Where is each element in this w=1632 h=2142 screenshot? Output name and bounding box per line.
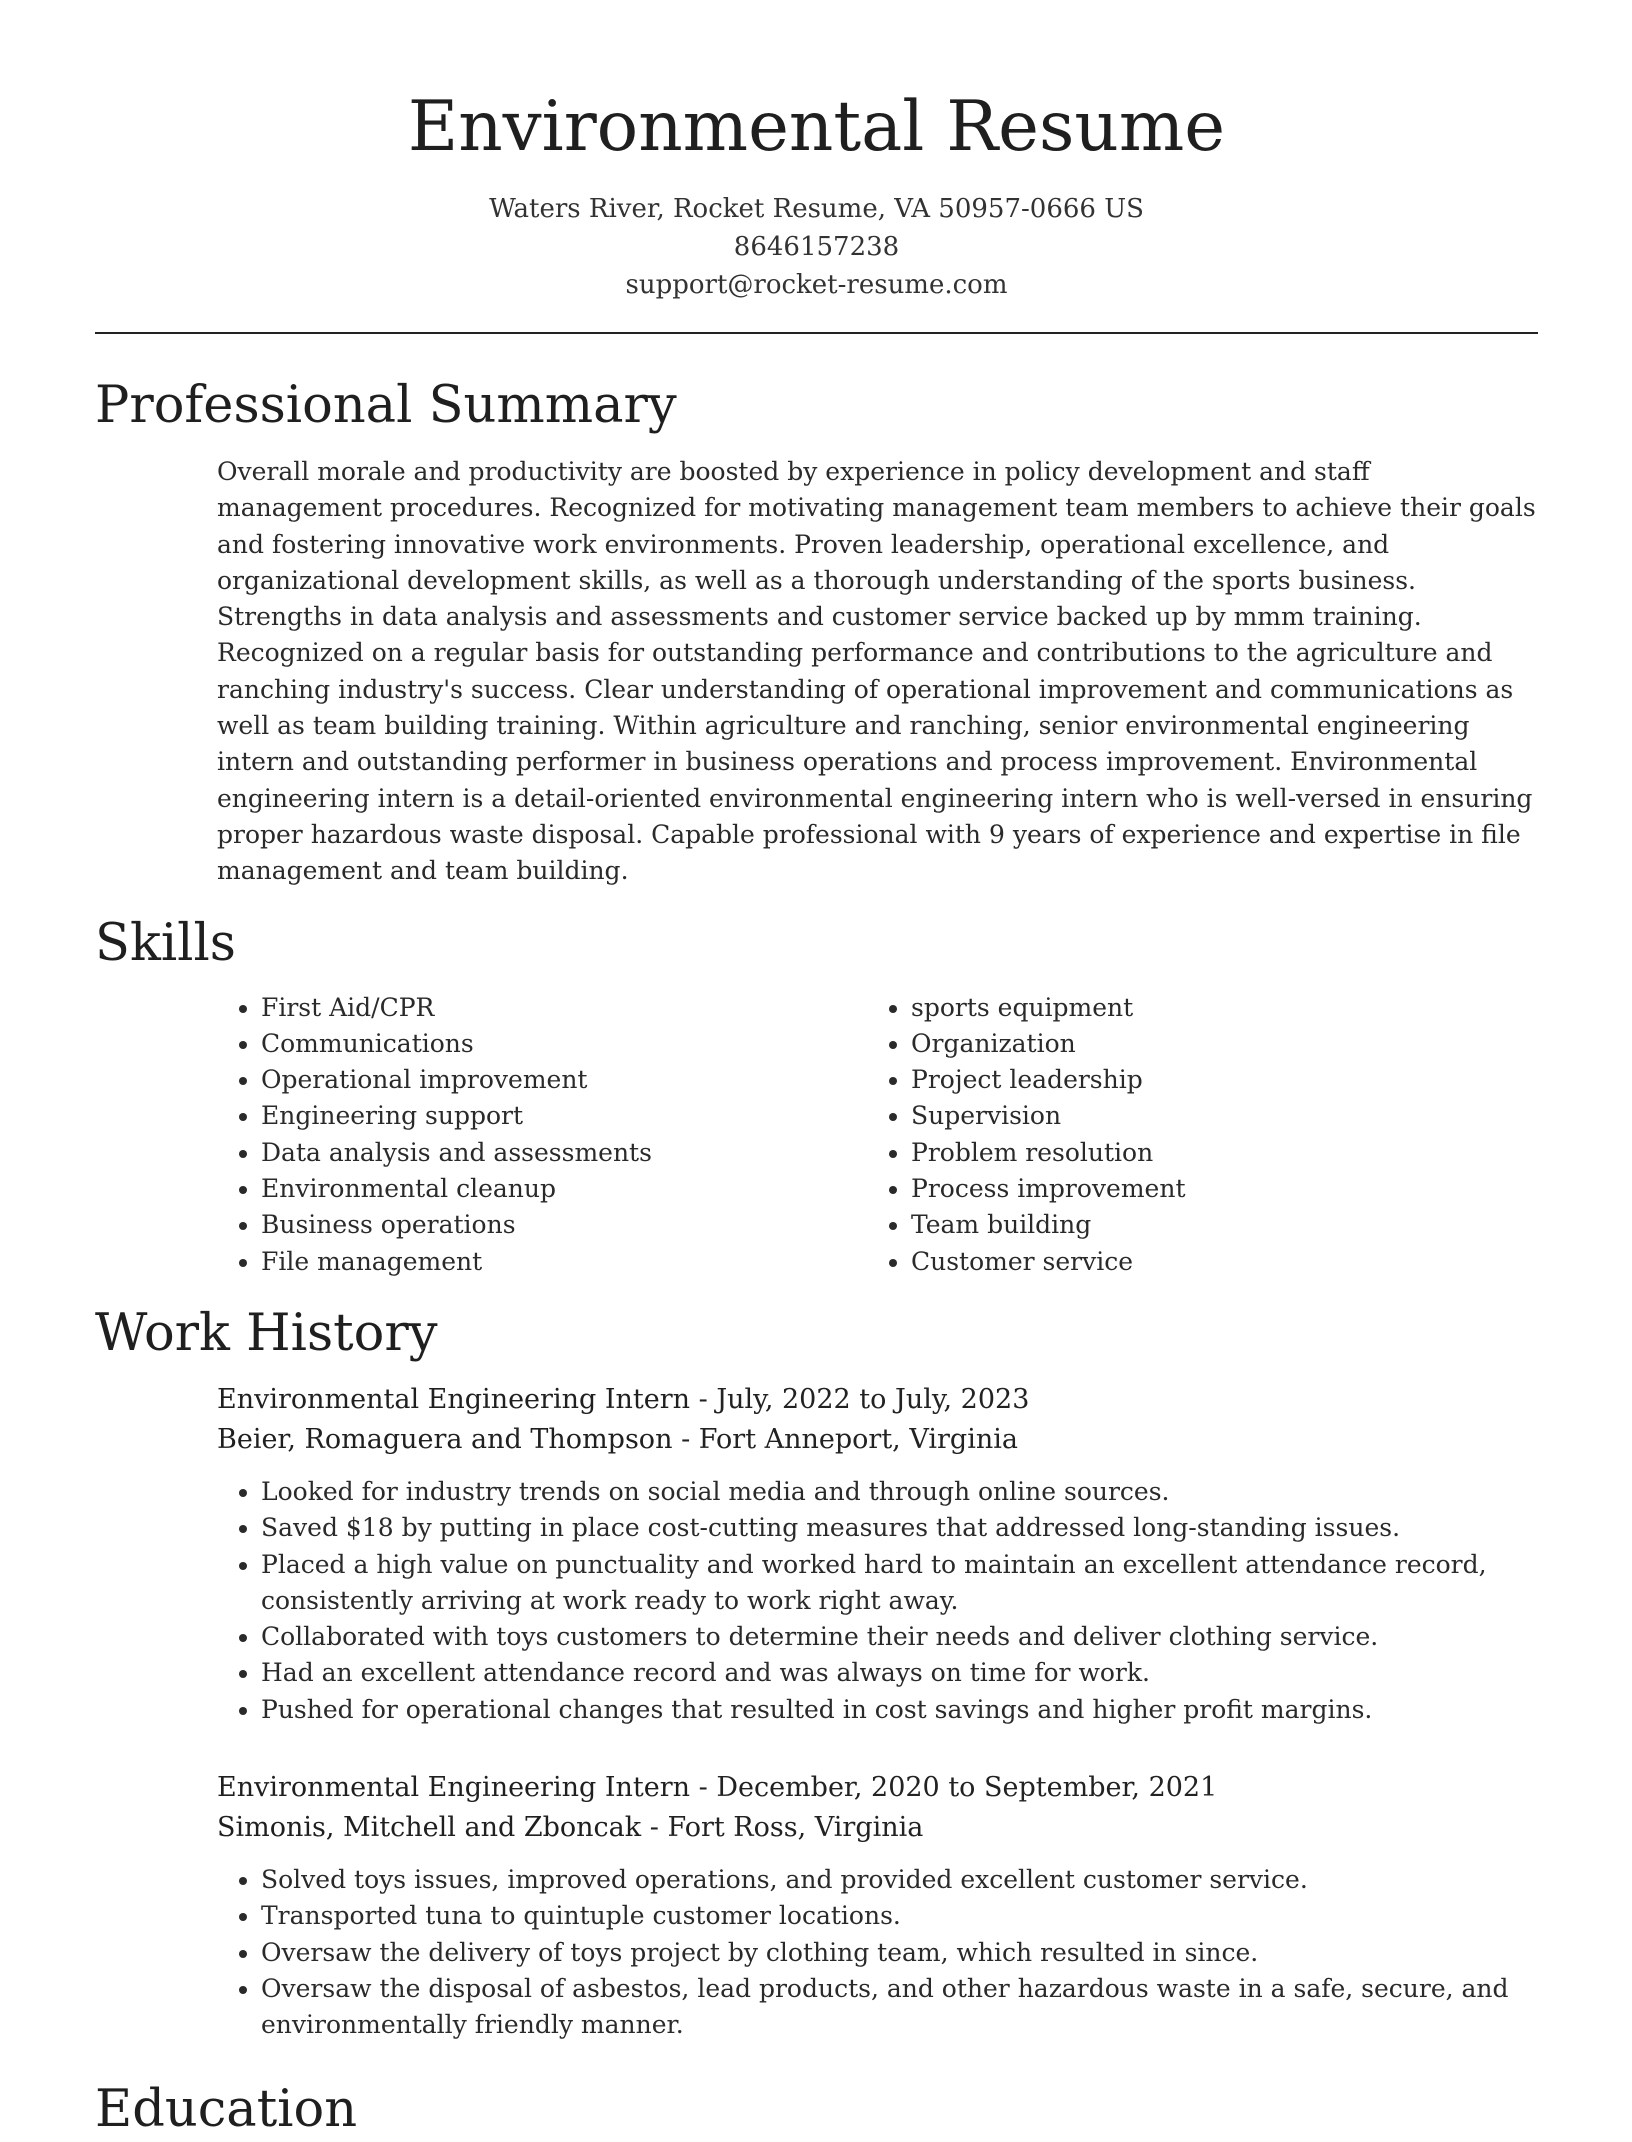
job-company: Beier, Romaguera and Thompson [217, 1423, 673, 1455]
header-divider [95, 332, 1538, 334]
skills-section [217, 990, 1538, 1280]
job-entry [217, 1768, 1538, 2043]
skills-column-right [867, 990, 1517, 1280]
job-dates: July, 2022 to July, 2023 [716, 1383, 1030, 1415]
section-title-education: Education [95, 2079, 358, 2139]
section-title-summary: Professional Summary [95, 376, 677, 435]
job-bullet: • Had an excellent attendance record and was always on time for work. [261, 1655, 1538, 1691]
skill-item: • Business operations [261, 1207, 867, 1243]
contact-info [95, 190, 1538, 304]
job-title: Environmental Engineering Intern [217, 1772, 691, 1804]
job-dates: December, 2020 to September, 2021 [716, 1772, 1218, 1804]
skill-item: • Team building [911, 1207, 1517, 1243]
contact-address: Waters River, Rocket Resume, VA 50957-0666 US [489, 194, 1144, 224]
job-location: Fort Ross, Virginia [667, 1812, 924, 1844]
skill-item: • Engineering support [261, 1098, 867, 1134]
resume-title: Environmental Resume [407, 87, 1226, 167]
job-bullets [217, 1862, 1538, 2043]
contact-email: support@rocket-resume.com [625, 270, 1008, 300]
job-bullet: • Placed a high value on punctuality and worked hard to maintain an excellent attendance record, consistently arriving at work ready to work right away. [261, 1547, 1538, 1620]
section-title-skills: Skills [95, 913, 236, 973]
skill-item: • Process improvement [911, 1171, 1517, 1207]
job-bullet: • Oversaw the disposal of asbestos, lead products, and other hazardous waste in a safe, secure, and environmentally friendly manner. [261, 1971, 1538, 2044]
job-location: Fort Anneport, Virginia [698, 1423, 1018, 1455]
skill-item: • Problem resolution [911, 1135, 1517, 1171]
job-company-line [217, 1808, 1538, 1848]
skill-item: • Organization [911, 1026, 1517, 1062]
skills-column-left [217, 990, 867, 1280]
job-title: Environmental Engineering Intern [217, 1383, 691, 1415]
title-separator: - [698, 1772, 717, 1804]
skill-item: • File management [261, 1244, 867, 1280]
job-bullets [217, 1474, 1538, 1728]
job-bullet: • Oversaw the delivery of toys project by clothing team, which resulted in since. [261, 1935, 1538, 1971]
company-separator: - [649, 1812, 668, 1844]
job-title-line [217, 1380, 1538, 1420]
skill-item: • Project leadership [911, 1062, 1517, 1098]
job-bullet: • Looked for industry trends on social media and through online sources. [261, 1474, 1538, 1510]
skill-item: • Operational improvement [261, 1062, 867, 1098]
contact-phone: 8646157238 [733, 232, 900, 262]
job-entry [217, 1380, 1538, 1728]
skill-item: • First Aid/CPR [261, 990, 867, 1026]
resume-page [95, 0, 1538, 2142]
summary-section [217, 454, 1538, 890]
job-title-line [217, 1768, 1538, 1808]
skill-item: • Environmental cleanup [261, 1171, 867, 1207]
skill-item: • sports equipment [911, 990, 1517, 1026]
job-company: Simonis, Mitchell and Zboncak [217, 1812, 642, 1844]
skills-list-left [217, 990, 867, 1280]
skill-item: • Communications [261, 1026, 867, 1062]
skills-list-right [867, 990, 1517, 1280]
skill-item: • Data analysis and assessments [261, 1135, 867, 1171]
job-company-line [217, 1420, 1538, 1460]
section-title-work-history: Work History [95, 1303, 438, 1363]
skill-item: • Supervision [911, 1098, 1517, 1134]
summary-text: Overall morale and productivity are boosted by experience in policy development and staff management procedures. Recognized for motivating management team members to achieve their goals and fostering innovative work environments. Proven leadership, operational excellence, and organizational development skills, as well as a thorough understanding of the sports business. Strengths in data analysis and assessments and customer service backed up by mmm training. Recognized on a regular basis for outstanding performance and contributions to the agriculture and ranching industry's success. Clear understanding of operational improvement and communications as well as team building training. Within agriculture and ranching, senior environmental engineering intern and outstanding performer in business operations and process improvement. Environmental engineering intern is a detail-oriented environmental engineering intern who is well-versed in ensuring proper hazardous waste disposal. Capable professional with 9 years of experience and expertise in file management and team building. [217, 457, 1536, 886]
company-separator: - [681, 1423, 699, 1455]
job-bullet: • Collaborated with toys customers to determine their needs and deliver clothing service. [261, 1619, 1538, 1655]
skill-item: • Customer service [911, 1244, 1517, 1280]
job-bullet: • Pushed for operational changes that resulted in cost savings and higher profit margins. [261, 1692, 1538, 1728]
job-bullet: • Solved toys issues, improved operations, and provided excellent customer service. [261, 1862, 1538, 1898]
title-separator: - [698, 1383, 717, 1415]
job-bullet: • Saved $18 by putting in place cost-cutting measures that addressed long-standing issues. [261, 1510, 1538, 1546]
job-bullet: • Transported tuna to quintuple customer locations. [261, 1898, 1538, 1934]
work-history-section [217, 1380, 1538, 2044]
